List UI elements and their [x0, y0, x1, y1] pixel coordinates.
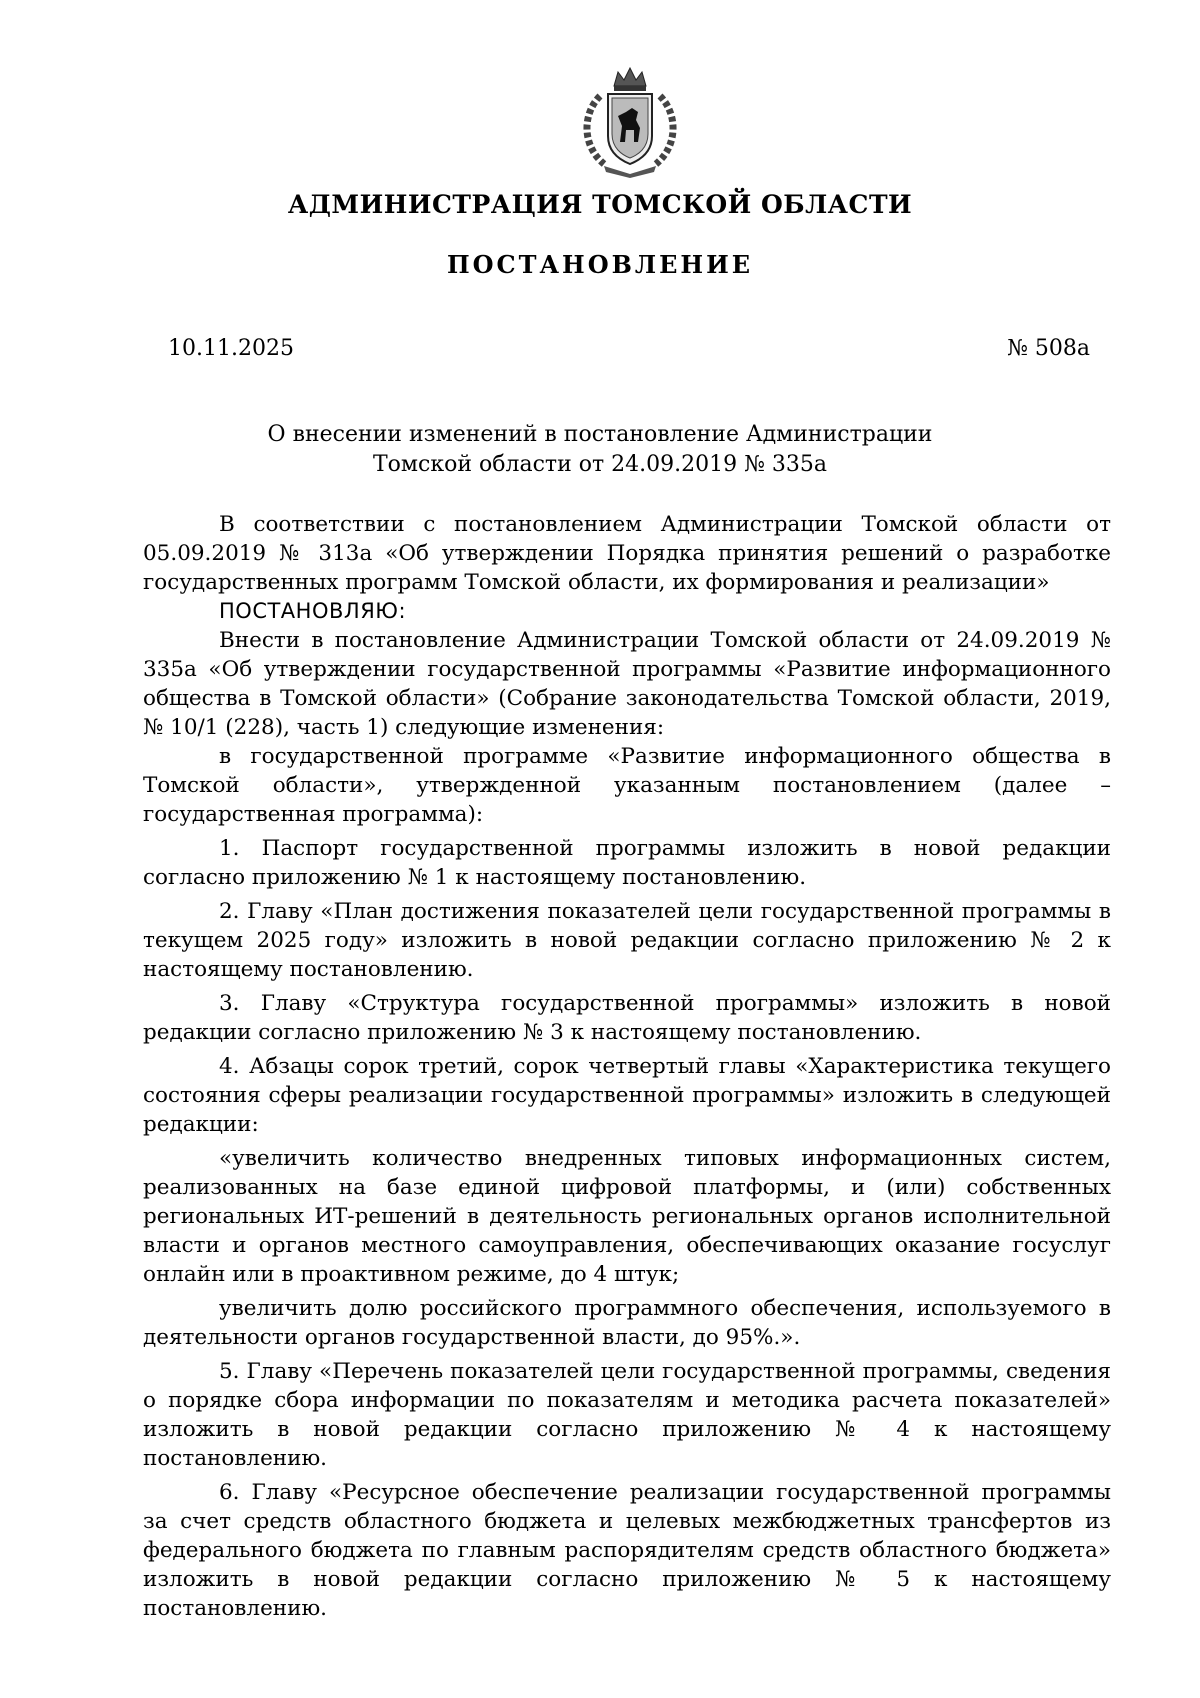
- decree-word: ПОСТАНОВЛЯЮ:: [219, 599, 407, 623]
- subject-line-1: О внесении изменений в постановление Администрации: [267, 422, 933, 447]
- document-date: 10.11.2025: [168, 336, 294, 361]
- item-2-paragraph: 2. Главу «План достижения показателей цели государственной программы в текущем 2025 году» изложить в новой редакции согласно приложению № 2 к настоящему постановлению.: [143, 899, 1111, 982]
- item-3-paragraph: 3. Главу «Структура государственной программы» изложить в новой редакции согласно приложению № 3 к настоящему постановлению.: [143, 991, 1111, 1045]
- coat-of-arms-icon: [570, 64, 690, 180]
- item-5-paragraph: 5. Главу «Перечень показателей цели государственной программы, сведения о порядке сбора информации по показателям и методика расчета показателей» изложить в новой редакции согласно приложению № 4 к настоящему постановлению.: [143, 1359, 1111, 1471]
- organization-title: АДМИНИСТРАЦИЯ ТОМСКОЙ ОБЛАСТИ: [287, 190, 913, 219]
- item-6-paragraph: 6. Главу «Ресурсное обеспечение реализации государственной программы за счет средств областного бюджета и целевых межбюджетных трансфертов из федерального бюджета по главным распорядителям средств областного бюджета» изложить в новой редакции согласно приложению № 5 к настоящему постановлению.: [143, 1480, 1111, 1621]
- document-type: ПОСТАНОВЛЕНИЕ: [446, 250, 754, 279]
- document-subject: [0, 420, 1200, 480]
- quote-2-paragraph: увеличить долю российского программного обеспечения, используемого в деятельности органов государственной власти, до 95%.».: [143, 1296, 1111, 1350]
- document-number: № 508а: [1007, 336, 1090, 361]
- preamble-paragraph: В соответствии с постановлением Администрации Томской области от 05.09.2019 № 313а «Об утверждении Порядка принятия решений о разработке государственных программ Томской области, их формирования и реализации»: [143, 512, 1111, 595]
- intro-paragraph: Внести в постановление Администрации Томской области от 24.09.2019 № 335а «Об утверждении государственной программы «Развитие информационного общества в Томской области» (Собрание законодательства Томской области, 2019, № 10/1 (228), часть 1) следующие изменения:: [143, 628, 1111, 740]
- scope-paragraph: в государственной программе «Развитие информационного общества в Томской области», утвержденной указанным постановлением (далее – государственная программа):: [143, 744, 1111, 827]
- item-1-paragraph: 1. Паспорт государственной программы изложить в новой редакции согласно приложению № 1 к настоящему постановлению.: [143, 836, 1111, 890]
- quote-1-paragraph: «увеличить количество внедренных типовых информационных систем, реализованных на базе единой цифровой платформы, и (или) собственных региональных ИТ-решений в деятельность региональных органов исполнительной власти и органов местного самоуправления, обеспечивающих оказание госуслуг онлайн или в проактивном режиме, до 4 штук;: [143, 1146, 1111, 1287]
- item-4-paragraph: 4. Абзацы сорок третий, сорок четвертый главы «Характеристика текущего состояния сферы реализации государственной программы» изложить в следующей редакции:: [143, 1054, 1111, 1137]
- subject-line-2: Томской области от 24.09.2019 № 335а: [372, 452, 828, 477]
- document-body: [143, 510, 1111, 1623]
